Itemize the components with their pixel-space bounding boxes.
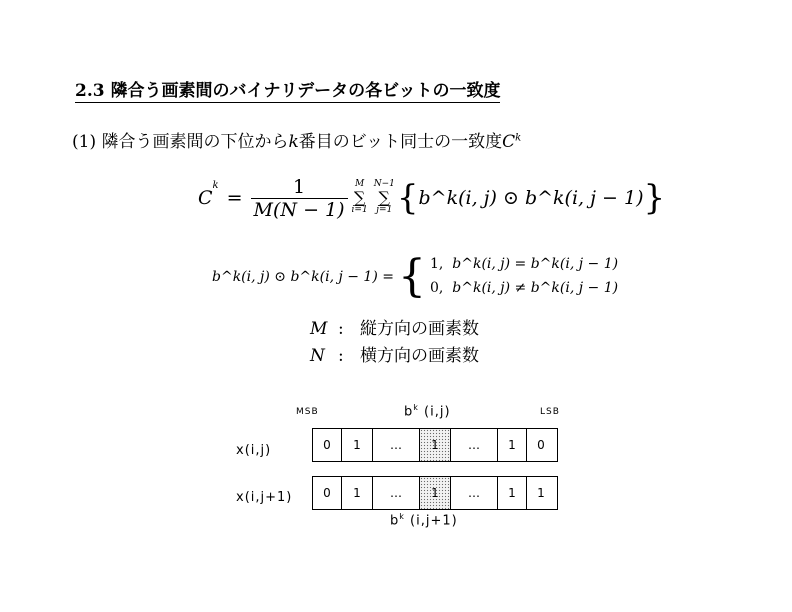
sum1-bottom: i=1 [351, 205, 368, 216]
def-m-text: 縦方向の画素数 [360, 319, 479, 339]
subtitle-c: C [502, 132, 516, 152]
eq2-lhs: b^k(i, j) ⊙ b^k(i, j − 1) = [212, 269, 394, 285]
sum2 [374, 180, 395, 216]
row2-label: x(i,j+1) [236, 490, 293, 505]
eq2-case1-value: 1, [430, 256, 444, 273]
bit-cell: … [373, 429, 420, 461]
def-m-symbol: M [310, 319, 328, 339]
eq1-lhs-sup: k [212, 180, 219, 191]
eq1-close-brace: } [643, 178, 666, 218]
bottom-bit-label-b: b [390, 513, 400, 529]
def-n-sep: : [338, 346, 344, 366]
eq2-case2-value: 0, [430, 280, 444, 296]
subsection-heading [72, 127, 521, 152]
eq1-open-brace: { [396, 178, 419, 218]
bit-cell-highlight: 1 [420, 429, 451, 461]
eq1-equals: = [226, 187, 243, 209]
eq1-numerator: 1 [251, 176, 348, 199]
def-n-symbol: N [310, 346, 325, 366]
bit-cell: 1 [537, 486, 545, 500]
bit-cell: 1 [342, 477, 373, 509]
eq1-lhs: C [198, 187, 213, 209]
bit-cell: … [451, 429, 498, 461]
def-n-text: 横方向の画素数 [360, 346, 479, 366]
def-m-sep: : [338, 319, 344, 339]
sum1-sigma: ∑ [353, 187, 366, 207]
eq2-case2 [430, 277, 618, 301]
eq2-brace: { [398, 251, 426, 302]
sum1-top: M [355, 179, 365, 190]
sum2-top: N−1 [373, 179, 395, 190]
bit-cell: 1 [342, 429, 373, 461]
section-title: 2.3 隣合う画素間のバイナリデータの各ビットの一致度 [75, 76, 500, 103]
bottom-bit-label-sup: k [399, 512, 405, 521]
top-bit-label-args: (i,j) [424, 404, 451, 420]
top-bit-label-sup: k [413, 403, 419, 412]
bit-cell-highlight: 1 [420, 477, 451, 509]
definitions [310, 316, 479, 370]
definition-n [310, 343, 479, 370]
bit-cell: 0 [313, 429, 342, 461]
eq2-cases [430, 253, 618, 301]
definition-m [310, 316, 479, 343]
eq2-case2-condition: b^k(i, j) ≠ b^k(i, j − 1) [452, 280, 619, 296]
top-bit-label-b: b [404, 404, 414, 420]
bit-cell: … [373, 477, 420, 509]
bit-cell: … [451, 477, 498, 509]
subtitle-suffix: 番目のビット同士の一致度 [298, 132, 503, 152]
subtitle-prefix: (1) 隣合う画素間の下位から [72, 132, 289, 152]
lsb-label: LSB [540, 407, 560, 417]
eq2-case1 [430, 253, 618, 277]
equation-xnor [212, 252, 618, 302]
bit-cell: 0 [537, 438, 545, 452]
msb-label: MSB [296, 407, 319, 417]
equation-ck [198, 168, 665, 228]
row1-label: x(i,j) [236, 443, 272, 458]
bottom-bit-label-args: (i,j+1) [410, 513, 458, 529]
bottom-bit-label [390, 512, 458, 528]
eq2-case1-condition: b^k(i, j) = b^k(i, j − 1) [452, 256, 619, 273]
sum2-bottom: j=1 [376, 205, 393, 216]
subtitle-sup: k [515, 132, 522, 144]
bit-cell: 0 [313, 477, 342, 509]
eq1-fraction [251, 176, 348, 221]
bit-cell: 1 [498, 429, 527, 461]
subtitle-k: k [288, 132, 299, 152]
bit-cell: 1 [498, 477, 527, 509]
sum1 [352, 180, 368, 216]
eq1-denominator: M(N − 1) [253, 198, 345, 221]
sum2-sigma: ∑ [378, 187, 390, 207]
eq1-body: b^k(i, j) ⊙ b^k(i, j − 1) [418, 187, 644, 209]
bit-row-2 [312, 476, 558, 510]
bit-row-1 [312, 428, 558, 462]
top-bit-label [404, 403, 451, 419]
